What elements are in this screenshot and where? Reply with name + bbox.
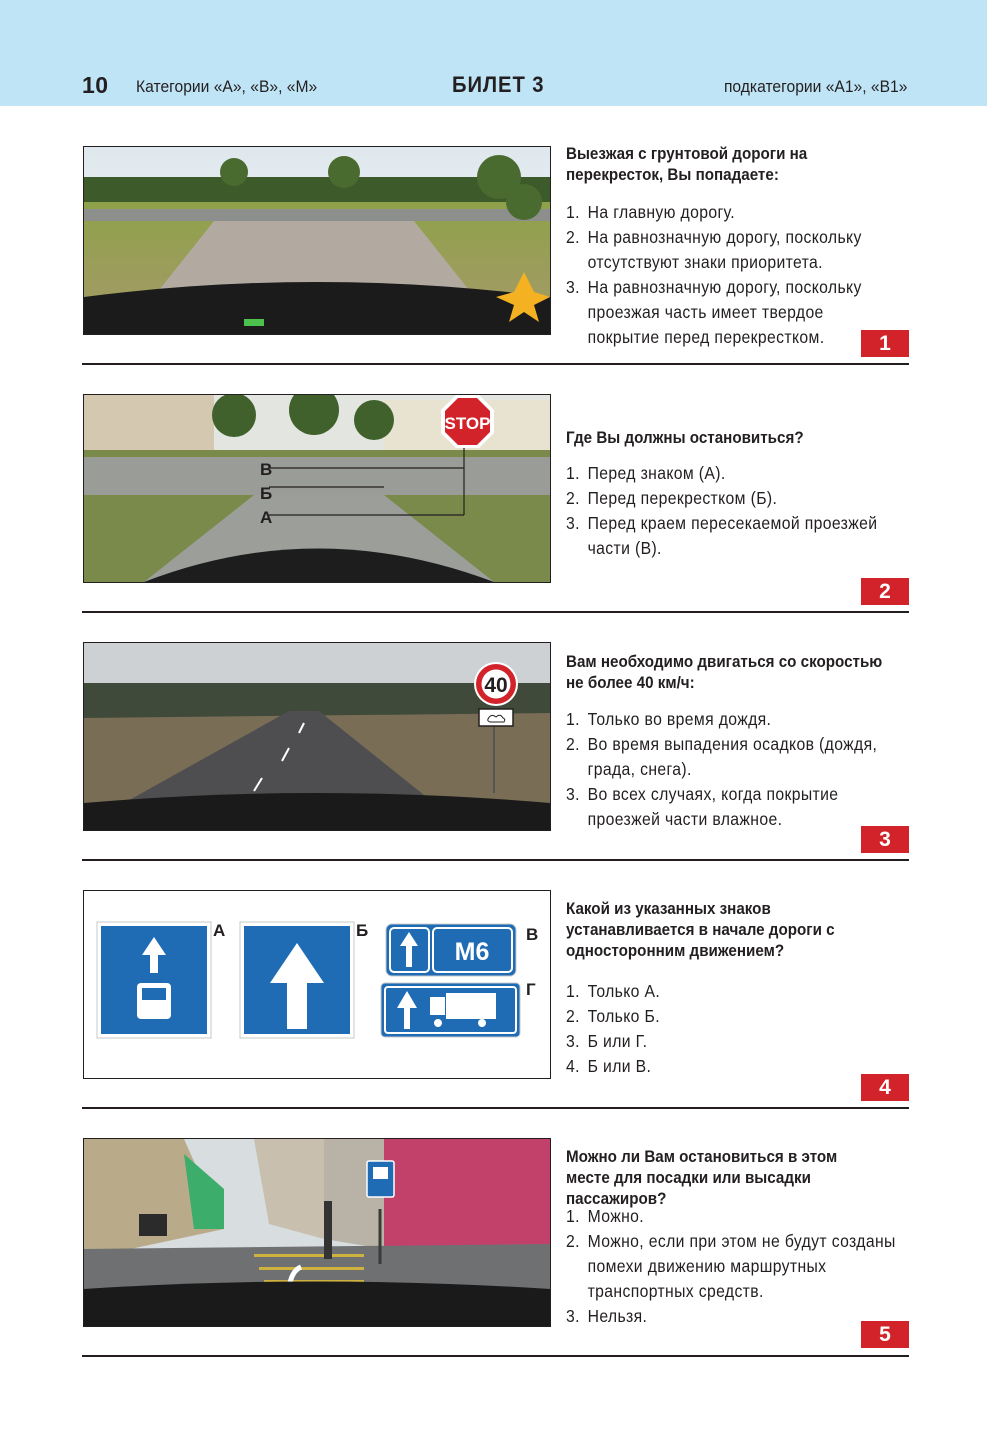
question-5-answer-3[interactable]: 3. Нельзя. [566, 1306, 648, 1326]
header-categories: Категории «А», «В», «М» [136, 77, 318, 96]
question-1-photo [83, 146, 551, 335]
question-3-text: Вам необходимо двигаться со скоростью не более 40 км/ч: [566, 653, 883, 692]
question-4-signs [83, 890, 551, 1079]
question-1-answer-2[interactable]: 2. На равнозначную дорогу, поскольку отсутствуют знаки приоритета. [566, 227, 862, 272]
route-number: М6 [454, 938, 490, 966]
divider [82, 611, 909, 613]
divider [82, 363, 909, 365]
question-5-photo [83, 1138, 551, 1327]
question-4-number-badge: 4 [861, 1074, 909, 1101]
question-3-photo [83, 642, 551, 831]
stop-sign-label: STOP [444, 414, 491, 433]
question-3-answer-1[interactable]: 1. Только во время дождя. [566, 709, 772, 729]
question-4-text: Какой из указанных знаков устанавливается в начале дороги с односторонним движением? [566, 900, 835, 960]
question-3-answers [566, 707, 899, 832]
question-2-number-badge: 2 [861, 578, 909, 605]
question-4-answer-1[interactable]: 1. Только А. [566, 981, 661, 1001]
label-b: Б [260, 484, 273, 503]
sign-label-v: В [526, 925, 539, 944]
question-5-answers [566, 1204, 899, 1329]
speed-limit-value: 40 [484, 674, 508, 697]
label-a: А [260, 508, 273, 527]
divider [82, 1107, 909, 1109]
question-5-answer-1[interactable]: 1. Можно. [566, 1206, 645, 1226]
question-5-number-badge: 5 [861, 1321, 909, 1348]
divider [82, 1355, 909, 1357]
ticket-title: БИЛЕТ 3 [452, 72, 545, 97]
question-1-answers [566, 200, 899, 350]
question-1-text: Выезжая с грунтовой дороги на перекресток, Вы попадаете: [566, 145, 808, 184]
sign-label-b: Б [356, 921, 369, 940]
divider [82, 859, 909, 861]
question-2-answer-3[interactable]: 3. Перед краем пересекаемой проезжей части (В). [566, 513, 878, 558]
question-2-answers [566, 461, 899, 561]
question-3-number-badge: 3 [861, 826, 909, 853]
question-5-text: Можно ли Вам остановиться в этом месте для посадки или высадки пассажиров? [566, 1148, 838, 1208]
question-2-answer-2[interactable]: 2. Перед перекрестком (Б). [566, 488, 778, 508]
sign-label-a: А [213, 921, 226, 940]
question-2-text: Где Вы должны остановиться? [566, 429, 804, 447]
label-v: В [260, 460, 273, 479]
question-3-answer-2[interactable]: 2. Во время выпадения осадков (дождя, града, снега). [566, 734, 878, 779]
question-1-answer-1[interactable]: 1. На главную дорогу. [566, 202, 735, 222]
sign-label-g: Г [526, 980, 536, 999]
question-2-photo [83, 394, 551, 583]
question-4-answer-3[interactable]: 3. Б или Г. [566, 1031, 648, 1051]
question-4-answers [566, 979, 899, 1079]
question-3-answer-3[interactable]: 3. Во всех случаях, когда покрытие проезжей части влажное. [566, 784, 839, 829]
question-4-answer-4[interactable]: 4. Б или В. [566, 1056, 652, 1076]
question-2-answer-1[interactable]: 1. Перед знаком (А). [566, 463, 726, 483]
page-number: 10 [82, 72, 109, 98]
question-4-answer-2[interactable]: 2. Только Б. [566, 1006, 660, 1026]
question-5-answer-2[interactable]: 2. Можно, если при этом не будут созданы помехи движению маршрутных транспортных средств. [566, 1231, 896, 1301]
question-1-number-badge: 1 [861, 330, 909, 357]
question-1-answer-3[interactable]: 3. На равнозначную дорогу, поскольку проезжая часть имеет твердое покрытие перед перекрестком. [566, 277, 862, 347]
header-subcategories: подкатегории «А1», «В1» [723, 77, 907, 96]
